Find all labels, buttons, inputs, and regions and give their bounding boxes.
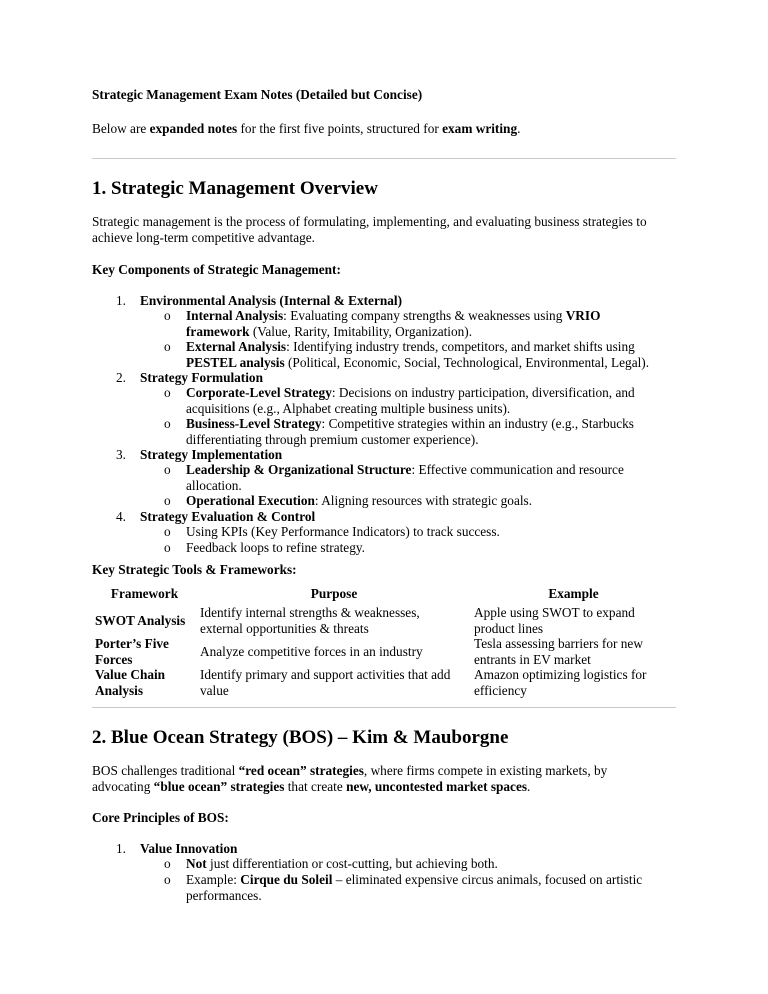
sub-item: Using KPIs (Key Performance Indicators) to track success. bbox=[186, 524, 500, 539]
list-item-title: Strategy Implementation bbox=[140, 447, 283, 462]
sub-item: Corporate-Level Strategy: Decisions on industry participation, diversification, and acquisitions (e.g., Alphabet creating multiple business units). bbox=[186, 385, 635, 416]
table-cell: Porter’s Five Forces bbox=[95, 636, 169, 667]
bullet-icon: o bbox=[164, 416, 171, 431]
section-heading: 1. Strategic Management Overview bbox=[92, 178, 378, 199]
table-cell: Identify primary and support activities that add value bbox=[200, 667, 451, 698]
sub-item: Not just differentiation or cost-cutting, but achieving both. bbox=[186, 856, 498, 871]
table-row bbox=[92, 667, 676, 698]
subheading-principles: Core Principles of BOS: bbox=[92, 810, 229, 825]
bullet-icon: o bbox=[164, 856, 171, 871]
sub-item: Feedback loops to refine strategy. bbox=[186, 540, 365, 555]
sub-item: Business-Level Strategy: Competitive strategies within an industry (e.g., Starbucks differentiating through premium customer experience). bbox=[186, 416, 634, 447]
list-item-title: Strategy Formulation bbox=[140, 370, 263, 385]
sub-item: Leadership & Organizational Structure: Effective communication and resource allocation. bbox=[186, 462, 624, 493]
table-cell: Tesla assessing barriers for new entrants in EV market bbox=[474, 636, 643, 667]
divider bbox=[92, 158, 676, 159]
list-number: 4. bbox=[116, 509, 126, 524]
bullet-icon: o bbox=[164, 540, 171, 555]
table-cell: SWOT Analysis bbox=[95, 612, 186, 628]
table-row bbox=[92, 636, 676, 667]
table-header-row bbox=[92, 583, 676, 605]
sub-item: Example: Cirque du Soleil – eliminated expensive circus animals, focused on artistic performances. bbox=[186, 872, 643, 903]
document-title: Strategic Management Exam Notes (Detailed but Concise) bbox=[92, 87, 423, 102]
table-cell: Amazon optimizing logistics for efficiency bbox=[474, 667, 647, 698]
bullet-icon: o bbox=[164, 308, 171, 323]
table-cell: Analyze competitive forces in an industry bbox=[200, 643, 423, 659]
sub-item: External Analysis: Identifying industry trends, competitors, and market shifts using PESTEL analysis (Political, Economic, Social, Technological, Environmental, Legal). bbox=[186, 339, 650, 370]
bullet-icon: o bbox=[164, 493, 171, 508]
list-item-title: Strategy Evaluation & Control bbox=[140, 509, 316, 524]
divider bbox=[92, 707, 676, 708]
frameworks-table bbox=[92, 583, 676, 698]
column-header: Framework bbox=[110, 586, 179, 602]
list-number: 3. bbox=[116, 447, 126, 462]
table-cell: Apple using SWOT to expand product lines bbox=[474, 605, 635, 636]
subheading-components: Key Components of Strategic Management: bbox=[92, 262, 341, 277]
section-heading: 2. Blue Ocean Strategy (BOS) – Kim & Mauborgne bbox=[92, 727, 509, 748]
bullet-icon: o bbox=[164, 872, 171, 887]
list-number: 2. bbox=[116, 370, 126, 385]
list-item-title: Value Innovation bbox=[140, 841, 238, 856]
sub-item: Operational Execution: Aligning resources with strategic goals. bbox=[186, 493, 533, 508]
list-item-title: Environmental Analysis (Internal & External) bbox=[140, 293, 403, 308]
table-cell: Value Chain Analysis bbox=[95, 667, 166, 698]
bullet-icon: o bbox=[164, 339, 171, 354]
subheading-tools: Key Strategic Tools & Frameworks: bbox=[92, 562, 297, 577]
bullet-icon: o bbox=[164, 385, 171, 400]
sub-item: Internal Analysis: Evaluating company strengths & weaknesses using VRIO framework (Value, Rarity, Imitability, Organization). bbox=[186, 308, 601, 339]
paragraph: Strategic management is the process of formulating, implementing, and evaluating business strategies to achieve long-term competitive advantage. bbox=[92, 214, 647, 245]
column-header: Example bbox=[548, 586, 599, 602]
paragraph: BOS challenges traditional “red ocean” strategies, where firms compete in existing markets, by advocating “blue ocean” strategies that create new, uncontested market spaces. bbox=[92, 763, 608, 794]
list-number: 1. bbox=[116, 841, 126, 856]
column-header: Purpose bbox=[310, 586, 358, 602]
bullet-icon: o bbox=[164, 462, 171, 477]
table-cell: Identify internal strengths & weaknesses, external opportunities & threats bbox=[200, 605, 420, 636]
bullet-icon: o bbox=[164, 524, 171, 539]
list-number: 1. bbox=[116, 293, 126, 308]
table-row bbox=[92, 605, 676, 636]
intro-line: Below are expanded notes for the first five points, structured for exam writing. bbox=[92, 121, 521, 136]
